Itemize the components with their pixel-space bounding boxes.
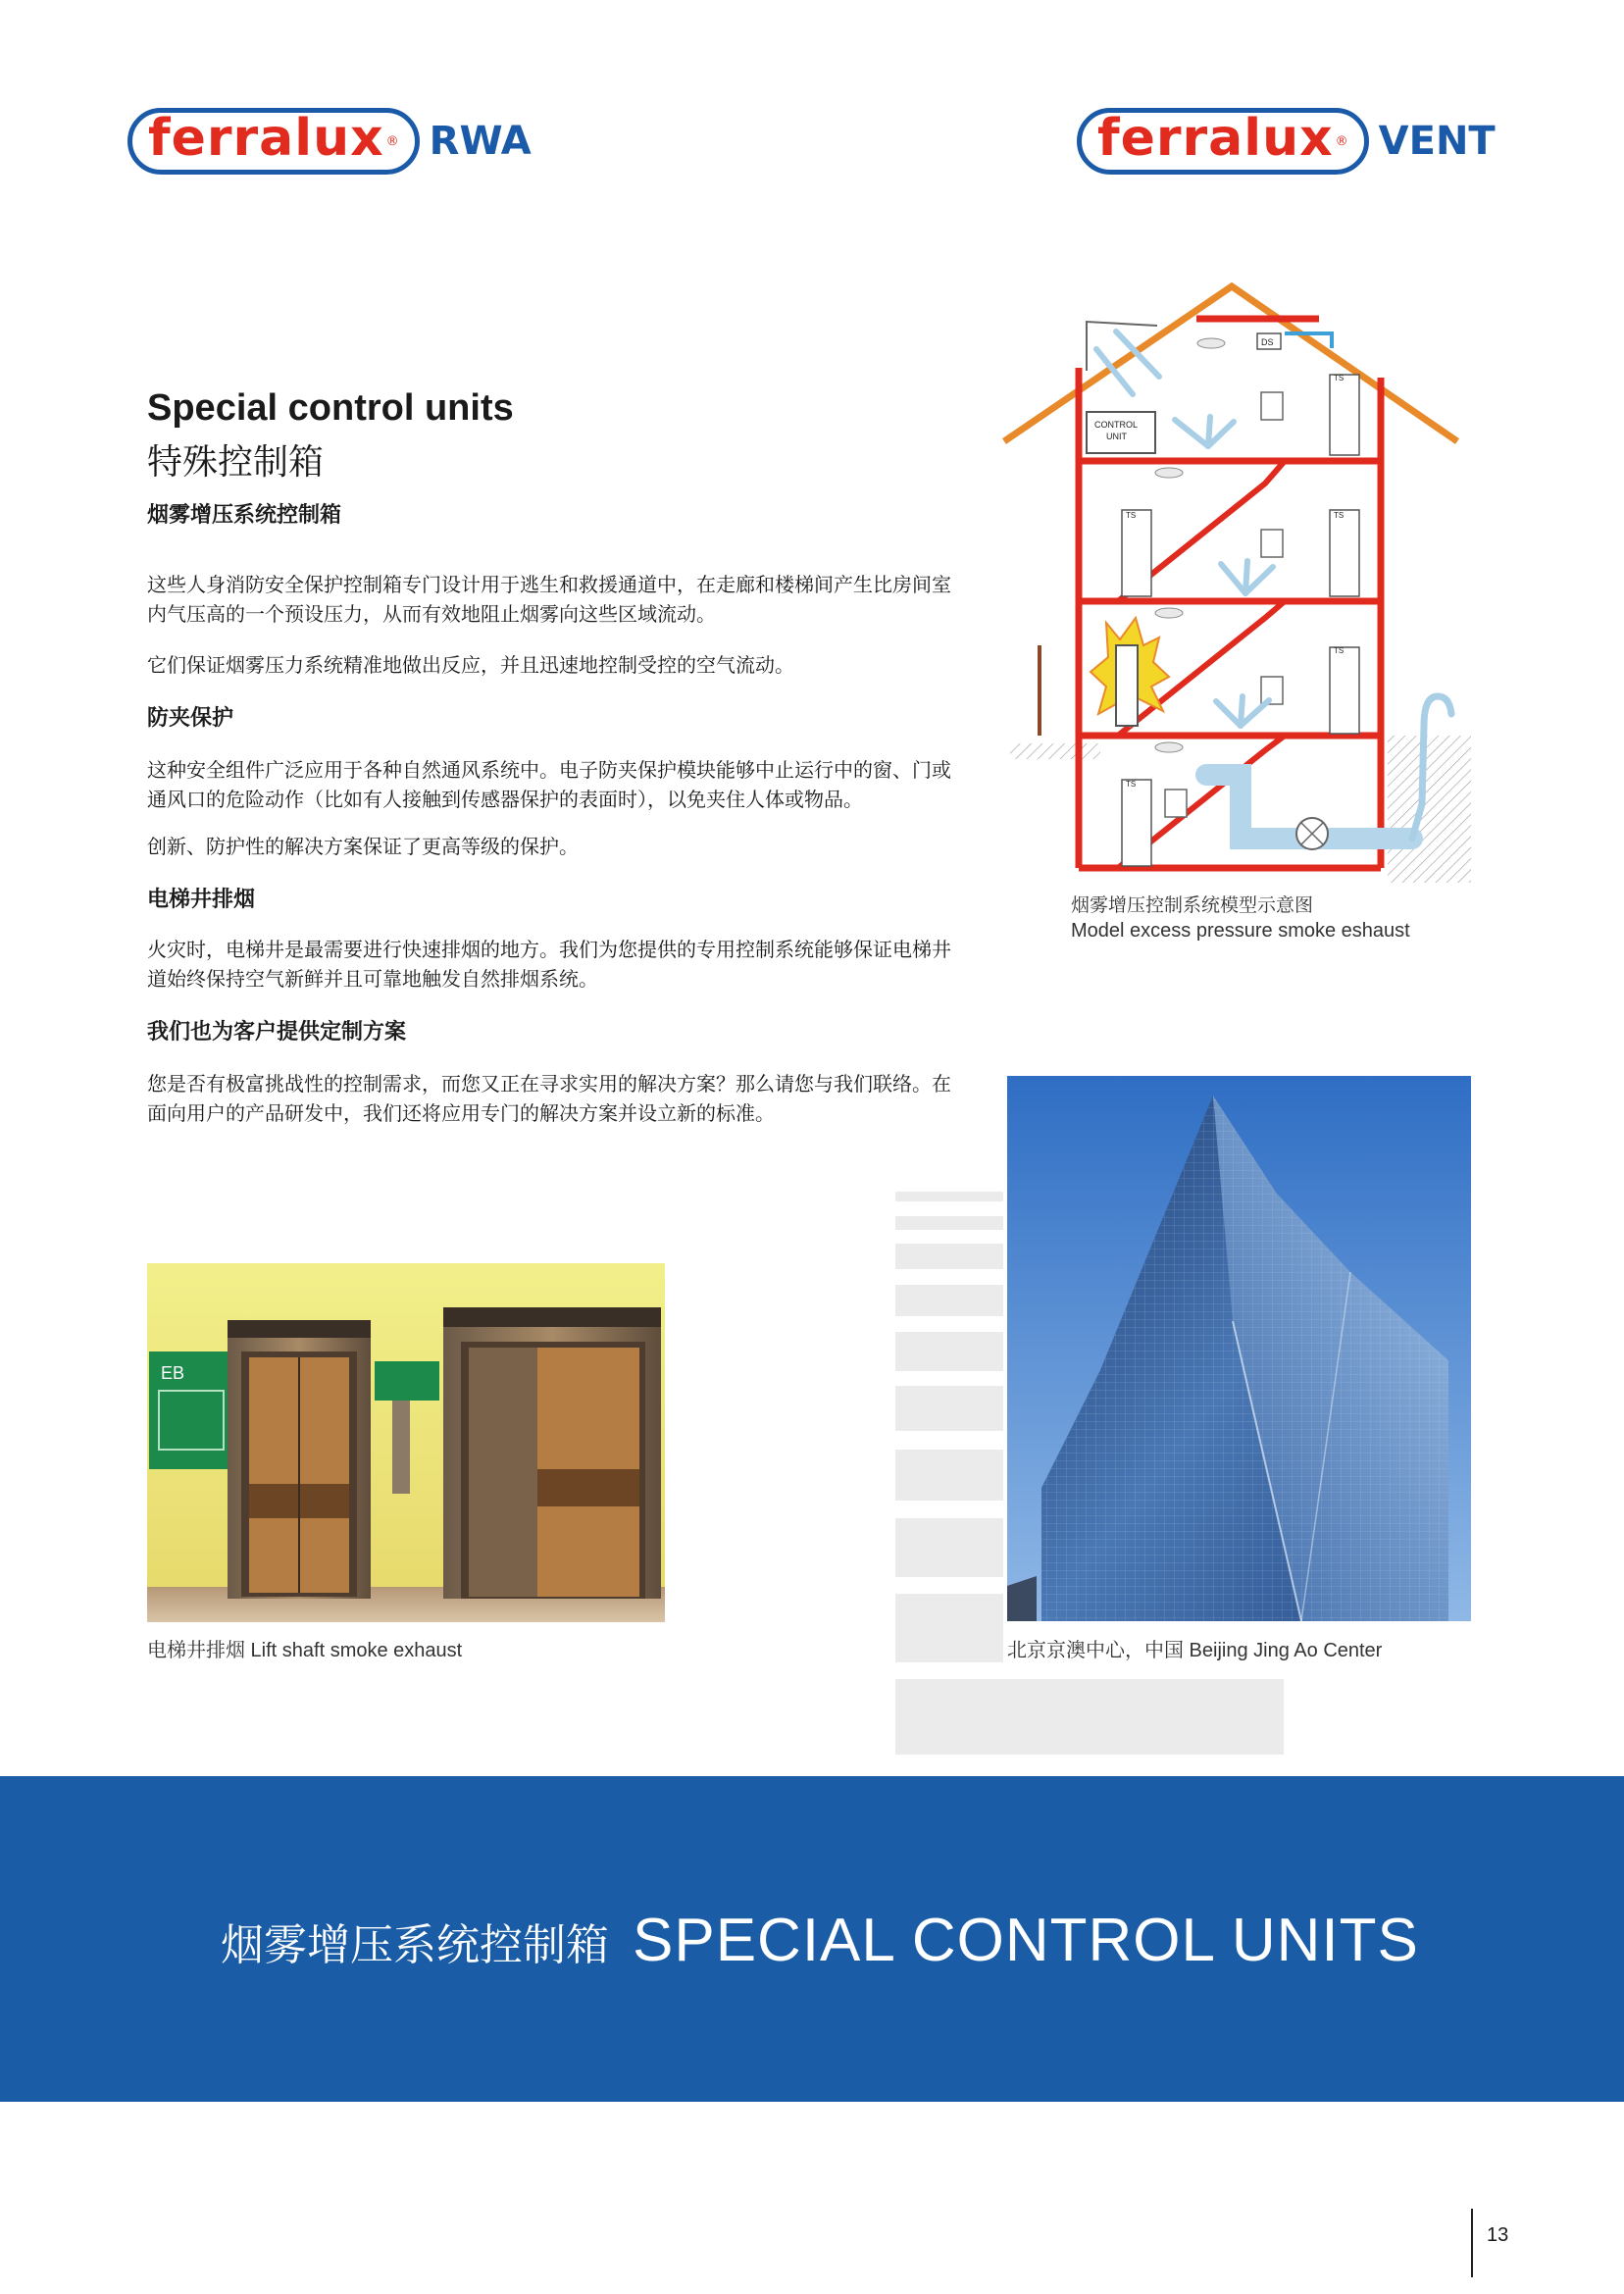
sign-text: EB xyxy=(161,1363,185,1383)
paragraph: 这种安全组件广泛应用于各种自然通风系统中。电子防夹保护模块能够中止运行中的窗、门或通风口的危险动作（比如有人接触到传感器保护的表面时），以免夹住人体或物品。 xyxy=(147,758,951,811)
roof xyxy=(1004,286,1457,441)
ts-label: TS xyxy=(1334,646,1345,655)
banner-title-en: SPECIAL CONTROL UNITS xyxy=(633,1907,1419,1974)
building-caption: 北京京澳中心，中国 Beijing Jing Ao Center xyxy=(1007,1640,1383,1661)
ground-hatch-left xyxy=(1010,743,1100,759)
body-text xyxy=(147,498,961,1128)
paragraph: 创新、防护性的解决方案保证了更高等级的保护。 xyxy=(147,835,579,858)
page-number: 13 xyxy=(1487,2224,1509,2246)
ferralux-rwa-logo xyxy=(127,106,532,177)
elevator-caption: 电梯井排烟 Lift shaft smoke exhaust xyxy=(147,1640,463,1661)
ferralux-vent-logo xyxy=(1077,106,1496,177)
ts-label: TS xyxy=(1126,511,1137,520)
ground-hatch-right xyxy=(1388,736,1471,883)
logo-suffix: VENT xyxy=(1378,119,1496,164)
logo-pill xyxy=(1077,108,1369,175)
decor-stripe xyxy=(895,1450,1003,1501)
decor-stripe xyxy=(895,1285,1003,1316)
ts-label: TS xyxy=(1334,374,1345,382)
ts-label: TS xyxy=(1334,511,1345,520)
paragraph: 它们保证烟雾压力系统精准地做出反应，并且迅速地控制受控的空气流动。 xyxy=(147,653,794,677)
ds-label: DS xyxy=(1261,337,1274,347)
logo-registered-mark: ® xyxy=(1335,133,1348,149)
logo-suffix: RWA xyxy=(429,119,532,164)
page-number-rule xyxy=(1471,2209,1473,2277)
logo-word: ferralux xyxy=(148,109,384,168)
section-heading: 电梯井排烟 xyxy=(147,888,256,912)
section-heading: 我们也为客户提供定制方案 xyxy=(147,1020,407,1045)
section-heading: 防夹保护 xyxy=(147,706,234,731)
page-subtitle: 特殊控制箱 xyxy=(147,442,325,483)
decor-stripe xyxy=(895,1679,1284,1755)
banner-title-cn: 烟雾增压系统控制箱 xyxy=(221,1919,609,1970)
decor-stripe xyxy=(895,1192,1003,1201)
open-door xyxy=(1116,645,1138,726)
diagram-caption-en: Model excess pressure smoke eshaust xyxy=(1071,920,1410,942)
building-photo xyxy=(1007,1076,1471,1621)
section-heading: 烟雾增压系统控制箱 xyxy=(147,503,342,528)
smoke-pressure-diagram xyxy=(1000,275,1481,883)
decor-stripe xyxy=(895,1332,1003,1371)
decor-stripe xyxy=(895,1518,1003,1577)
diagram-caption-cn: 烟雾增压控制系统模型示意图 xyxy=(1071,895,1314,916)
control-unit-label: CONTROL xyxy=(1094,420,1139,430)
banner-text xyxy=(221,1906,1419,1975)
decor-stripe xyxy=(895,1594,1003,1662)
page-title: Special control units xyxy=(147,387,514,429)
ts-label: TS xyxy=(1126,780,1137,789)
elevator-photo xyxy=(147,1263,665,1622)
logo-word: ferralux xyxy=(1097,109,1334,168)
paragraph: 您是否有极富挑战性的控制需求，而您又正在寻求实用的解决方案？那么请您与我们联络。在面向用户的产品研发中，我们还将应用专门的解决方案并设立新的标准。 xyxy=(147,1072,951,1125)
control-unit-label: UNIT xyxy=(1106,432,1127,441)
paragraph: 火灾时，电梯井是最需要进行快速排烟的地方。我们为您提供的专用控制系统能够保证电梯井道始终保持空气新鲜并且可靠地触发自然排烟系统。 xyxy=(147,938,951,991)
logo-pill xyxy=(127,108,420,175)
decor-stripe xyxy=(895,1386,1003,1431)
logo-registered-mark: ® xyxy=(385,133,399,149)
decor-stripe xyxy=(895,1244,1003,1269)
paragraph: 这些人身消防安全保护控制箱专门设计用于逃生和救援通道中，在走廊和楼梯间产生比房间室内气压高的一个预设压力，从而有效地阻止烟雾向这些区域流动。 xyxy=(147,573,951,626)
decor-stripe xyxy=(895,1216,1003,1230)
